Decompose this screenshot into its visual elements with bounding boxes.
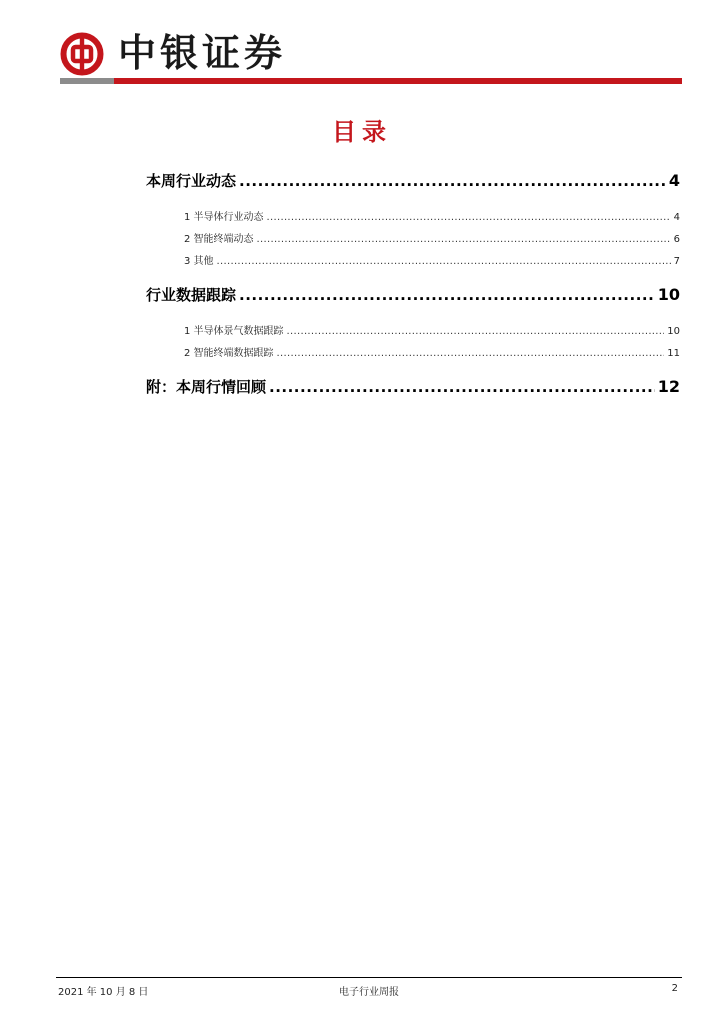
toc-entry-title: 行业数据跟踪: [146, 286, 237, 304]
report-type: 电子行业周报: [339, 987, 399, 998]
toc-entry-other[interactable]: [184, 252, 680, 267]
toc-leader-dots: [257, 234, 671, 245]
toc-leader-dots: [239, 286, 655, 304]
toc-leader-dots: [277, 348, 665, 359]
toc-entry-industry-data[interactable]: [146, 284, 680, 305]
toc-leader-dots: [287, 326, 665, 337]
toc-entry-page: 6: [673, 234, 680, 245]
page-number: 2: [671, 983, 678, 994]
toc-leader-dots: [239, 172, 666, 190]
toc-entry-smart-terminal-data[interactable]: [184, 344, 680, 359]
toc-entry-semiconductor-data[interactable]: [184, 322, 680, 337]
toc-entry-industry-news[interactable]: [146, 170, 680, 191]
toc-entry-title: 1 半导体行业动态: [184, 212, 264, 223]
toc-entry-page: 4: [673, 212, 680, 223]
toc-leader-dots: [267, 212, 671, 223]
toc-entry-page: 7: [673, 256, 680, 267]
header-rule: [60, 78, 682, 84]
toc-leader-dots: [217, 256, 671, 267]
toc-leader-dots: [269, 378, 655, 396]
page-footer: [56, 977, 682, 999]
bank-of-china-logo-icon: [60, 32, 104, 76]
toc-entry-page: 10: [667, 326, 680, 337]
brand-name: 中银证券: [118, 30, 287, 75]
footer-rule: [56, 977, 682, 978]
toc-entry-smart-terminal-news[interactable]: [184, 230, 680, 245]
header-rule-red: [114, 78, 682, 84]
toc-entry-page: 11: [667, 348, 680, 359]
toc-entry-page: 10: [657, 285, 680, 304]
toc-entry-page: 4: [668, 171, 680, 190]
toc-entry-title: 附：本周行情回顾: [146, 378, 267, 396]
toc-entry-semiconductor-news[interactable]: [184, 208, 680, 223]
report-date: 2021 年 10 月 8 日: [58, 987, 149, 998]
page-header: [60, 28, 682, 78]
toc-entry-title: 1 半导体景气数据跟踪: [184, 326, 284, 337]
toc-title: 目录: [332, 118, 392, 146]
toc-entry-title: 2 智能终端动态: [184, 234, 254, 245]
header-rule-gray: [60, 78, 114, 84]
toc-entry-title: 2 智能终端数据跟踪: [184, 348, 274, 359]
toc-entry-market-review[interactable]: [146, 376, 680, 397]
toc-entry-title: 本周行业动态: [146, 172, 237, 190]
toc-entry-title: 3 其他: [184, 256, 214, 267]
toc-entry-page: 12: [657, 377, 680, 396]
